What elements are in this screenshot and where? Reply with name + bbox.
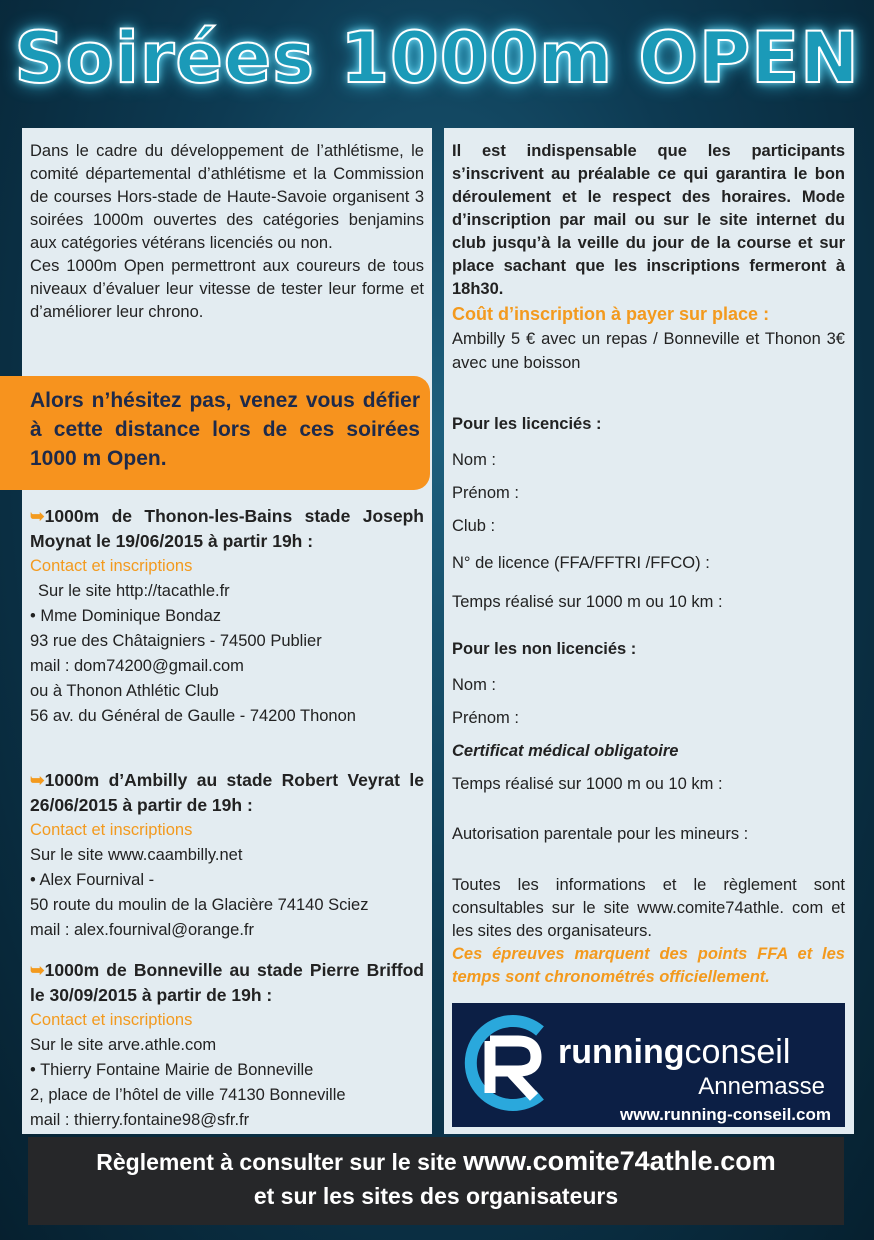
- event-line: 50 route du moulin de la Glacière 74140 Sciez: [30, 896, 369, 914]
- event-heading: 1000m d’Ambilly au stade Robert Veyrat le 26/06/2015 à partir de 19h :: [30, 770, 424, 815]
- contact-label: Contact et inscriptions: [30, 1011, 193, 1029]
- unlicensed-time-field: Temps réalisé sur 1000 m ou 10 km :: [452, 775, 723, 793]
- footer-prefix: Règlement à consulter sur le site: [96, 1149, 464, 1175]
- footer-site: www.comite74athle.com: [463, 1146, 776, 1176]
- intro-paragraph-2: Ces 1000m Open permettront aux coureurs de tous niveaux d’évaluer leur vitesse de tester leur forme et d’améliorer leur chrono.: [30, 257, 424, 321]
- unlicensed-title: Pour les non licenciés :: [452, 640, 637, 658]
- logo-brand-bold: running: [558, 1033, 685, 1071]
- event-line: 93 rue des Châtaigniers - 74500 Publier: [30, 632, 322, 650]
- event-line: mail : dom74200@gmail.com: [30, 657, 244, 675]
- footer-line-1: [28, 1143, 844, 1180]
- licensed-firstname-field: Prénom :: [452, 484, 519, 502]
- contact-label: Contact et inscriptions: [30, 557, 193, 575]
- info-section: [452, 874, 845, 989]
- certificate-note: Certificat médical obligatoire: [452, 742, 679, 760]
- event-line: Sur le site arve.athle.com: [30, 1036, 217, 1054]
- licensed-title: Pour les licenciés :: [452, 415, 602, 433]
- event-line: mail : thierry.fontaine98@sfr.fr: [30, 1111, 250, 1129]
- arrow-icon: ➥: [30, 770, 45, 790]
- unlicensed-firstname-field: Prénom :: [452, 709, 519, 727]
- parental-field: Autorisation parentale pour les mineurs :: [452, 825, 749, 843]
- logo-r-icon: [460, 1013, 556, 1113]
- logo-brand: [558, 1033, 790, 1072]
- event-line: • Mme Dominique Bondaz: [30, 607, 222, 625]
- rules-section: [452, 140, 845, 375]
- unlicensed-name-field: Nom :: [452, 676, 497, 694]
- rules-text: Il est indispensable que les participants s’inscrivent au préalable ce qui garantira le bon déroulement et le respect des horaires. Mode d’inscription par mail ou sur le site internet du club jusqu’à la veille du jour de la course et sur place sachant que les inscriptions fermeront à 18h30.: [452, 142, 845, 298]
- cost-title: Coût d’inscription à payer sur place :: [452, 304, 770, 324]
- event-heading: 1000m de Bonneville au stade Pierre Briffod le 30/09/2015 à partir de 19h :: [30, 960, 424, 1005]
- logo-city: Annemasse: [698, 1073, 825, 1100]
- intro-section: [30, 140, 424, 324]
- event-line: Sur le site http://tacathle.fr: [38, 582, 230, 600]
- info-text: Toutes les informations et le règlement sont consultables sur le site www.comite74athle. com et les sites des organisateurs.: [452, 876, 845, 940]
- event-line: 56 av. du Général de Gaulle - 74200 Thonon: [30, 707, 356, 725]
- licensed-club-field: Club :: [452, 517, 496, 535]
- event-line: ou à Thonon Athlétic Club: [30, 682, 219, 700]
- callout-banner: [0, 376, 430, 490]
- arrow-icon: ➥: [30, 960, 45, 980]
- logo-url: www.running-conseil.com: [620, 1105, 831, 1124]
- page-title: Soirées 1000m OPEN: [14, 17, 860, 99]
- contact-label: Contact et inscriptions: [30, 821, 193, 839]
- event-thonon: [30, 504, 424, 729]
- logo-brand-light: conseil: [684, 1033, 791, 1071]
- event-line: mail : alex.fournival@orange.fr: [30, 921, 255, 939]
- event-ambilly: [30, 768, 424, 943]
- event-line: • Thierry Fontaine Mairie de Bonneville: [30, 1061, 314, 1079]
- event-bonneville: [30, 958, 424, 1133]
- event-line: Sur le site www.caambilly.net: [30, 846, 243, 864]
- licensed-license-field: N° de licence (FFA/FFTRI /FFCO) :: [452, 554, 710, 572]
- event-line: 2, place de l’hôtel de ville 74130 Bonneville: [30, 1086, 346, 1104]
- running-conseil-logo: [452, 1003, 845, 1127]
- licensed-name-field: Nom :: [452, 451, 497, 469]
- event-line: • Alex Fournival -: [30, 871, 155, 889]
- arrow-icon: ➥: [30, 506, 45, 526]
- intro-paragraph-1: Dans le cadre du développement de l’athlétisme, le comité départemental d’athlétisme et la Commission de courses Hors-stade de Haute-Savoie organisent 3 soirées 1000m ouvertes des catégories benjamins aux catégories vétérans licenciés ou non.: [30, 142, 424, 252]
- event-heading: 1000m de Thonon-les-Bains stade Joseph Moynat le 19/06/2015 à partir 19h :: [30, 506, 424, 551]
- footer-line-2: et sur les sites des organisateurs: [253, 1183, 619, 1209]
- licensed-time-field: Temps réalisé sur 1000 m ou 10 km :: [452, 593, 723, 611]
- ffa-note: Ces épreuves marquent des points FFA et les temps sont chronométrés officiellement.: [452, 945, 845, 986]
- cost-text: Ambilly 5 € avec un repas / Bonneville et Thonon 3€ avec une boisson: [452, 330, 845, 372]
- footer-banner: [28, 1137, 844, 1225]
- callout-text: Alors n’hésitez pas, venez vous défier à cette distance lors de ces soirées 1000 m Open.: [30, 389, 420, 470]
